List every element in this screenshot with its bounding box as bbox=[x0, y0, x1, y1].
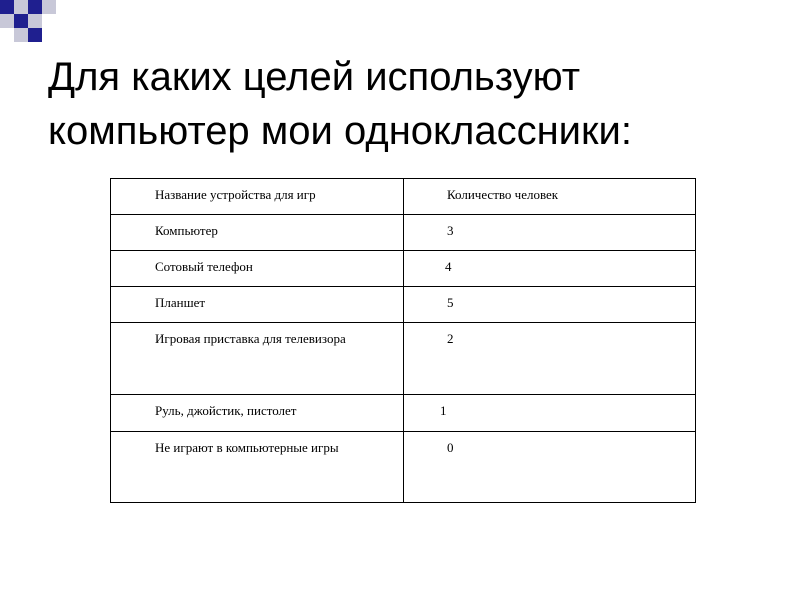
count-value: 1 bbox=[440, 403, 447, 418]
count-cell bbox=[404, 432, 696, 503]
count-value: 4 bbox=[445, 259, 452, 274]
table-row bbox=[111, 323, 696, 395]
count-cell bbox=[404, 251, 696, 287]
table-row bbox=[111, 287, 696, 323]
deco-square bbox=[28, 14, 42, 28]
corner-decoration bbox=[0, 0, 70, 50]
header-count bbox=[404, 179, 696, 215]
deco-square bbox=[28, 0, 42, 14]
device-cell: Игровая приставка для телевизора bbox=[111, 323, 404, 395]
header-count-label: Количество человек bbox=[447, 187, 559, 202]
table-row bbox=[111, 215, 696, 251]
survey-table-container bbox=[110, 178, 696, 503]
deco-square bbox=[14, 0, 28, 14]
count-value: 5 bbox=[447, 295, 454, 310]
count-cell bbox=[404, 323, 696, 395]
device-cell: Компьютер bbox=[111, 215, 404, 251]
device-cell: Сотовый телефон bbox=[111, 251, 404, 287]
count-cell bbox=[404, 287, 696, 323]
device-cell: Планшет bbox=[111, 287, 404, 323]
count-cell bbox=[404, 395, 696, 432]
deco-square bbox=[14, 28, 28, 42]
table-row bbox=[111, 395, 696, 432]
table-header-row bbox=[111, 179, 696, 215]
deco-square bbox=[28, 28, 42, 42]
deco-square bbox=[42, 0, 56, 14]
count-cell bbox=[404, 215, 696, 251]
table-row bbox=[111, 251, 696, 287]
survey-table bbox=[110, 178, 696, 503]
count-value: 2 bbox=[447, 331, 454, 346]
device-cell: Не играют в компьютерные игры bbox=[111, 432, 404, 503]
deco-square bbox=[0, 14, 14, 28]
header-device: Название устройства для игр bbox=[111, 179, 404, 215]
device-cell: Руль, джойстик, пистолет bbox=[111, 395, 404, 432]
count-value: 0 bbox=[447, 440, 454, 455]
deco-square bbox=[14, 14, 28, 28]
slide-title: Для каких целей используют компьютер мои одноклассники: bbox=[48, 55, 632, 153]
count-value: 3 bbox=[447, 223, 454, 238]
deco-square bbox=[0, 0, 14, 14]
table-row bbox=[111, 432, 696, 503]
